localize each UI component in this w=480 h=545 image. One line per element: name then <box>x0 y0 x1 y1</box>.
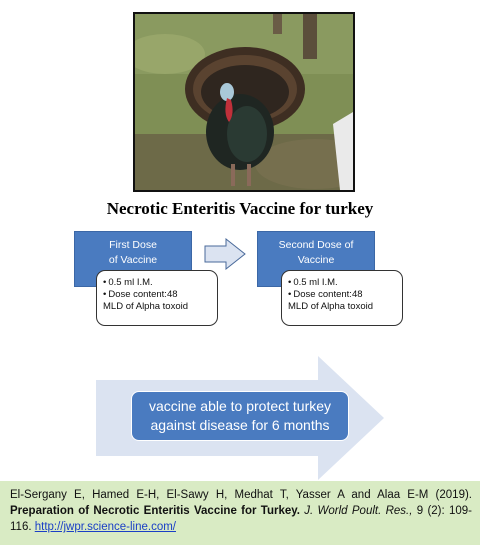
banner-line-2: against disease for 6 months <box>150 417 330 433</box>
citation-journal: J. World Poult. Res., <box>304 505 413 517</box>
first-dose-bullet-2-cont: MLD of Alpha toxoid <box>103 301 189 312</box>
second-dose-label-line-1: Second Dose of <box>278 239 354 251</box>
citation-article-title: Preparation of Necrotic Enteritis Vaccine for Turkey. <box>10 505 300 517</box>
first-dose-bullet-1: • 0.5 ml I.M. <box>103 277 213 289</box>
second-dose-bullet-1: • 0.5 ml I.M. <box>288 277 398 289</box>
second-dose-bullet-2-cont: MLD of Alpha toxoid <box>288 301 374 312</box>
banner-line-1: vaccine able to protect turkey <box>148 398 332 414</box>
citation-authors: El-Sergany E, Hamed E-H, El-Sawy H, Medhat T, Yasser A and Alaa E-M (2019). <box>10 489 472 501</box>
second-dose-bullet-2: • Dose content:48 <box>288 289 398 301</box>
citation-volume-pages: 9 (2): 109-116. <box>10 505 473 533</box>
citation-link[interactable]: http://jwpr.science-line.com/ <box>34 521 176 533</box>
turkey-photo <box>133 12 355 192</box>
citation-box <box>0 481 480 545</box>
second-dose-label-line-2: Vaccine <box>297 254 335 266</box>
second-dose-details <box>281 270 403 326</box>
first-dose-bullet-2: • Dose content:48 <box>103 289 213 301</box>
first-dose-label-line-1: First Dose <box>109 239 157 251</box>
right-arrow-icon <box>204 238 246 270</box>
first-dose-label-line-2: of Vaccine <box>108 254 158 266</box>
diagram-title: Necrotic Enteritis Vaccine for turkey <box>106 199 374 218</box>
first-dose-details <box>96 270 218 326</box>
protection-banner <box>131 391 349 441</box>
